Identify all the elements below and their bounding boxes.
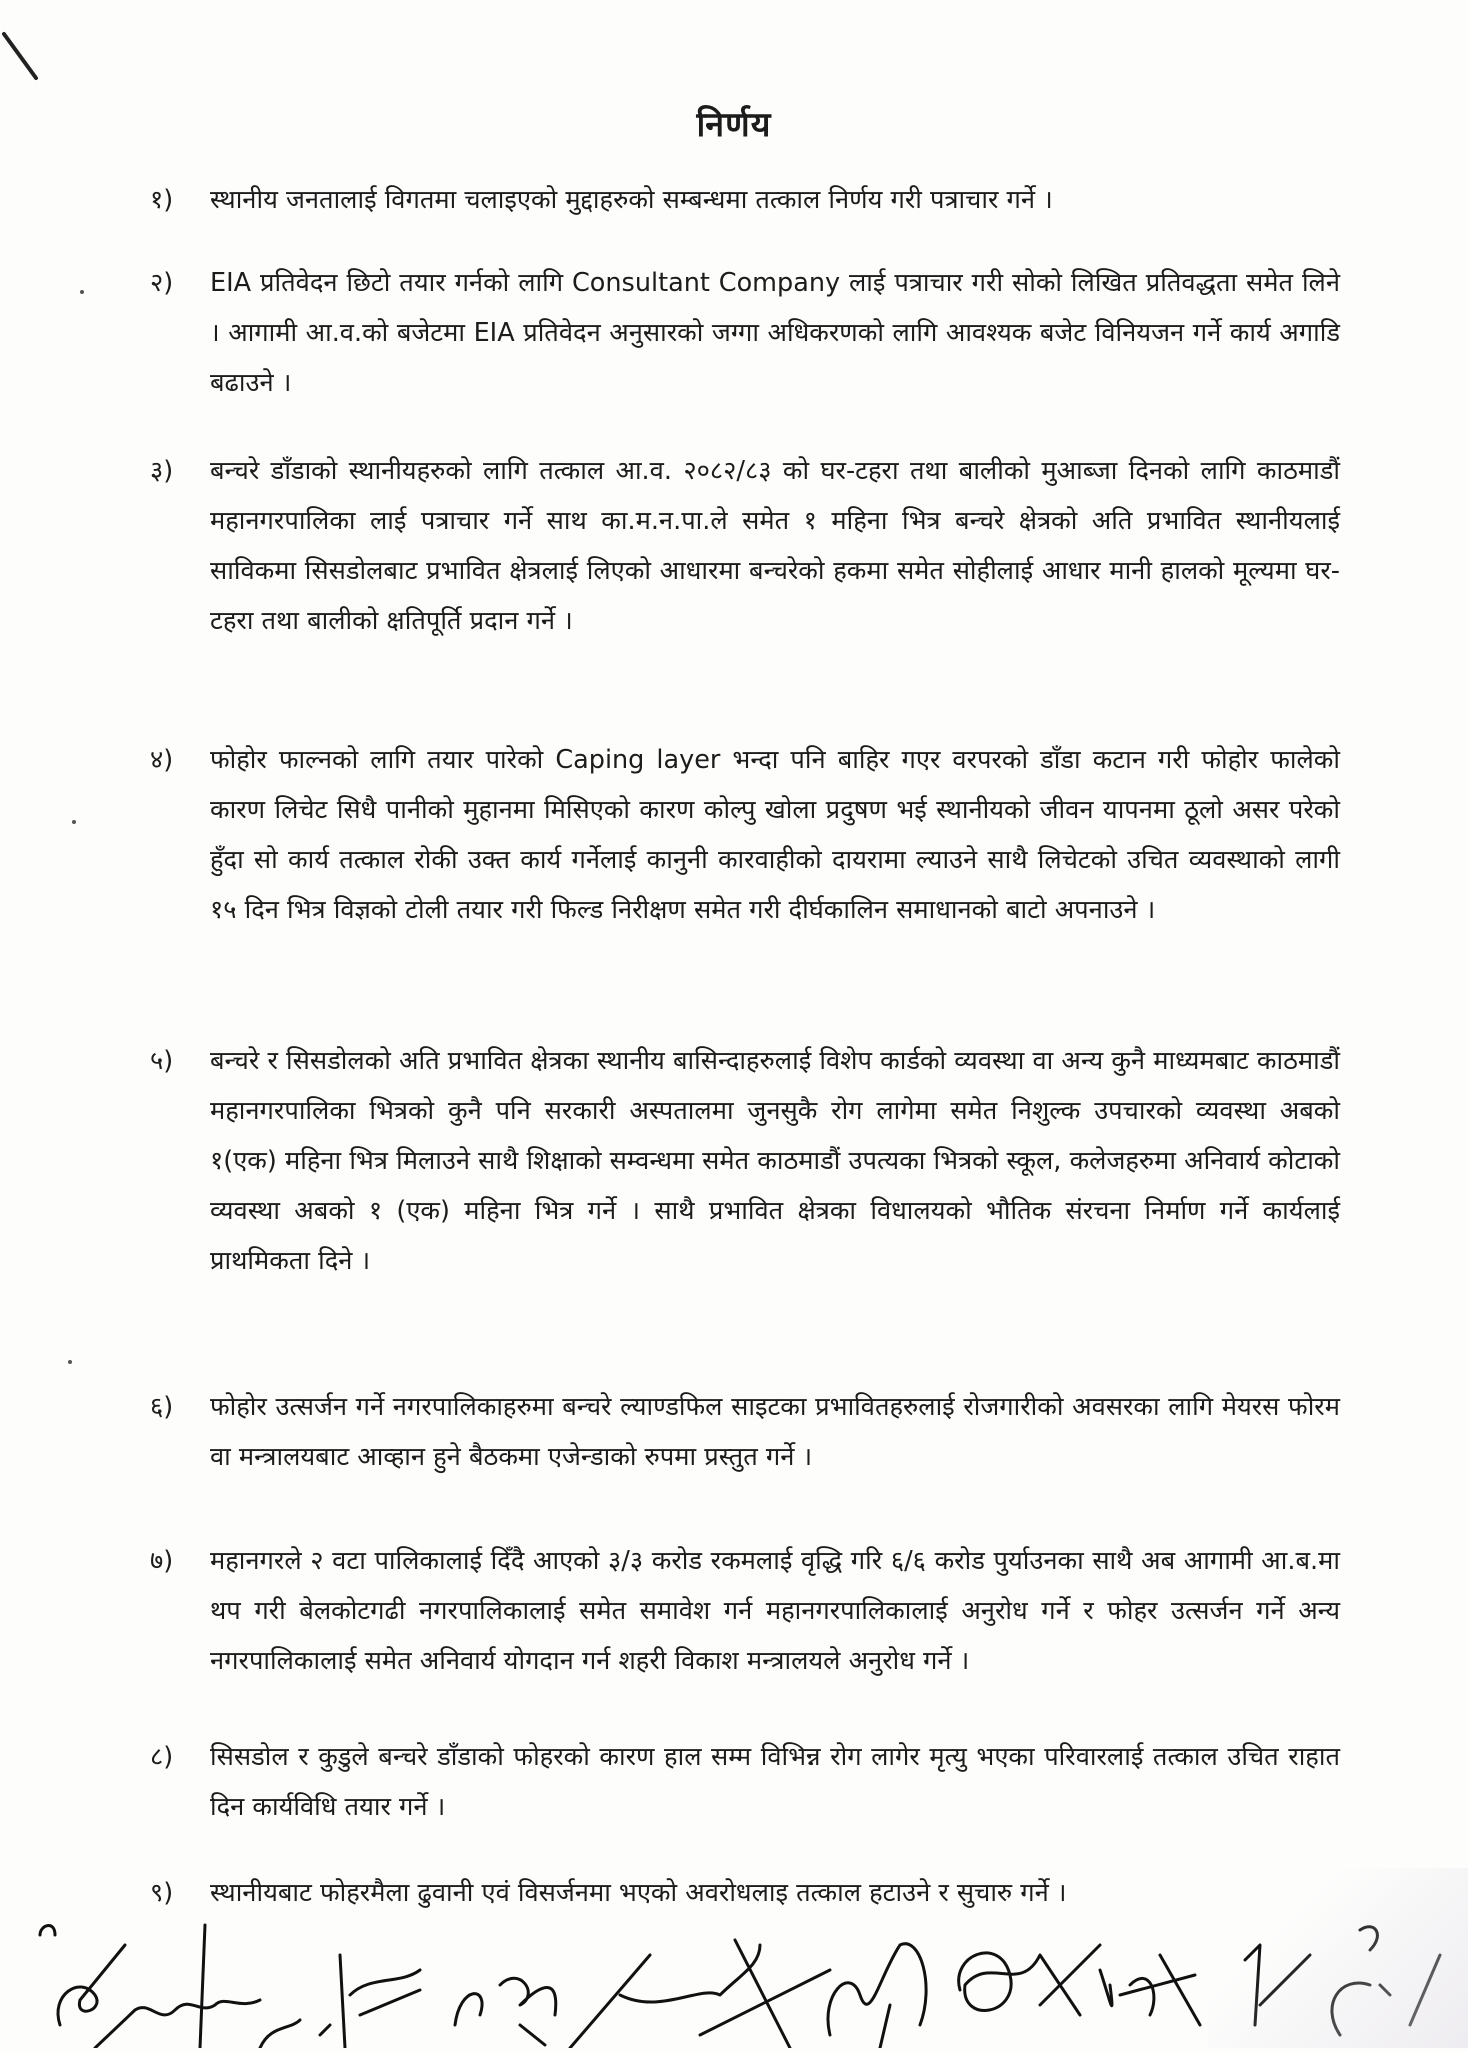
item-number: ६) xyxy=(150,1392,174,1422)
item-text: फोहोर फाल्नको लागि तयार पारेको Caping layer भन्दा पनि बाहिर गएर वरपरको डाँडा कटान गरी फोहोर फालेको कारण लिचेट सिधै पानीको मुहानमा मिसिएको कारण कोल्पु खोला प्रदुषण भई स्थानीयको जीवन यापनमा ठूलो असर परेको हुँदा सो कार्य तत्काल रोकी उक्त कार्य गर्नेलाई कानुनी कारवाहीको दायरामा ल्याउने साथै लिचेटको उचित व्यवस्थाको लागी १५ दिन भित्र विज्ञको टोली तयार गरी फिल्ड निरीक्षण समेत गरी दीर्घकालिन समाधानको बाटो अपनाउने । xyxy=(210,745,1340,925)
decision-item-6 xyxy=(150,1382,1340,1482)
decision-item-9 xyxy=(150,1868,1340,1918)
signature-7 xyxy=(959,1945,1100,2015)
item-number: ३) xyxy=(150,456,174,486)
signature-2 xyxy=(95,1925,260,2048)
decision-item-3 xyxy=(150,446,1340,646)
decision-item-8 xyxy=(150,1732,1340,1832)
item-text: EIA प्रतिवेदन छिटो तयार गर्नको लागि Consultant Company लाई पत्राचार गरी सोको लिखित प्रतिवद्धता समेत लिने । आगामी आ.व.को बजेटमा EIA प्रतिवेदन अनुसारको जग्गा अधिकरणको लागि आवश्यक बजेट विनियजन गर्ने कार्य अगाडि बढाउने । xyxy=(210,268,1340,398)
signature-6 xyxy=(828,1944,926,2048)
signature-8 xyxy=(1100,1955,1200,2025)
item-text: स्थानीय जनतालाई विगतमा चलाइएको मुद्दाहरुको सम्बन्धमा तत्काल निर्णय गरी पत्राचार गर्ने । xyxy=(210,185,1053,215)
signature-1 xyxy=(58,1945,125,2025)
item-text: बन्चरे र सिसडोलको अति प्रभावित क्षेत्रका स्थानीय बासिन्दाहरुलाई विशेप कार्डको व्यवस्था वा अन्य कुनै माध्यमबाट काठमाडौं महानगरपालिका भित्रको कुनै पनि सरकारी अस्पतालमा जुनसुकै रोग लागेमा समेत निशुल्क उपचारको व्यवस्था अबको १(एक) महिना भित्र मिलाउने साथै शिक्षाको सम्वन्धमा समेत काठमाडौं उपत्यका भित्रको स्कूल, कलेजहरुमा अनिवार्य कोटाको व्यवस्था अबको १ (एक) महिना भित्र गर्ने । साथै प्रभावित क्षेत्रका विधालयको भौतिक संरचना निर्माण गर्ने कार्यलाई प्राथमिकता दिने । xyxy=(210,1046,1340,1276)
scan-speck xyxy=(80,290,84,294)
scan-speck xyxy=(68,1360,72,1364)
item-number: ४) xyxy=(150,745,174,775)
item-number: १) xyxy=(150,185,174,215)
item-text: स्थानीयबाट फोहरमैला ढुवानी एवं विसर्जनमा भएको अवरोधलाइ तत्काल हटाउने र सुचारु गर्ने । xyxy=(210,1878,1067,1908)
document-title: निर्णय xyxy=(696,105,772,145)
item-text: सिसडोल र कुडुले बन्चरे डाँडाको फोहरको कारण हाल सम्म विभिन्न रोग लागेर मृत्यु भएका परिवारलाई तत्काल उचित राहात दिन कार्यविधि तयार गर्ने । xyxy=(210,1742,1340,1822)
signature-4 xyxy=(455,1978,556,2045)
item-text: फोहोर उत्सर्जन गर्ने नगरपालिकाहरुमा बन्चरे ल्याण्डफिल साइटका प्रभावितहरुलाई रोजगारीको अवसरका लागि मेयरस फोरम वा मन्त्रालयबाट आव्हान हुने बैठकमा एजेन्डाको रुपमा प्रस्तुत गर्ने । xyxy=(210,1392,1340,1472)
item-number: ९) xyxy=(150,1878,174,1908)
signature-5 xyxy=(570,1940,830,2048)
scan-speck xyxy=(72,820,76,824)
decision-item-4 xyxy=(150,735,1340,935)
item-text: बन्चरे डाँडाको स्थानीयहरुको लागि तत्काल आ.व. २०८२/८३ को घर-टहरा तथा बालीको मुआब्जा दिनको लागि काठमाडौं महानगरपालिका लाई पत्राचार गर्ने साथ का.म.न.पा.ले समेत १ महिना भित्र बन्चरे क्षेत्रको अति प्रभावित स्थानीयलाई साविकमा सिसडोलबाट प्रभावित क्षेत्रलाई लिएको आधारमा बन्चरेको हकमा समेत सोहीलाई आधार मानी हालको मूल्यमा घर-टहरा तथा बालीको क्षतिपूर्ति प्रदान गर्ने । xyxy=(210,456,1340,636)
item-number: ५) xyxy=(150,1046,174,1076)
decision-item-2 xyxy=(150,258,1340,408)
signature-3 xyxy=(260,1955,420,2048)
decision-item-1 xyxy=(150,175,1340,225)
item-number: ८) xyxy=(150,1742,174,1772)
scan-shadow xyxy=(1208,1868,1468,2048)
corner-pen-mark xyxy=(0,30,60,90)
item-number: २) xyxy=(150,268,174,298)
item-number: ७) xyxy=(150,1546,174,1576)
signature-11 xyxy=(40,1926,55,1935)
decision-item-7 xyxy=(150,1536,1340,1686)
decision-item-5 xyxy=(150,1036,1340,1286)
item-text: महानगरले २ वटा पालिकालाई दिँदै आएको ३/३ करोड रकमलाई वृद्धि गरि ६/६ करोड पुर्याउनका साथै अब आगामी आ.ब.मा थप गरी बेलकोटगढी नगरपालिकालाई समेत समावेश गर्न महानगरपालिकालाई अनुरोध गर्ने र फोहर उत्सर्जन गर्ने अन्य नगरपालिकालाई समेत अनिवार्य योगदान गर्न शहरी विकाश मन्त्रालयले अनुरोध गर्ने । xyxy=(210,1546,1340,1676)
